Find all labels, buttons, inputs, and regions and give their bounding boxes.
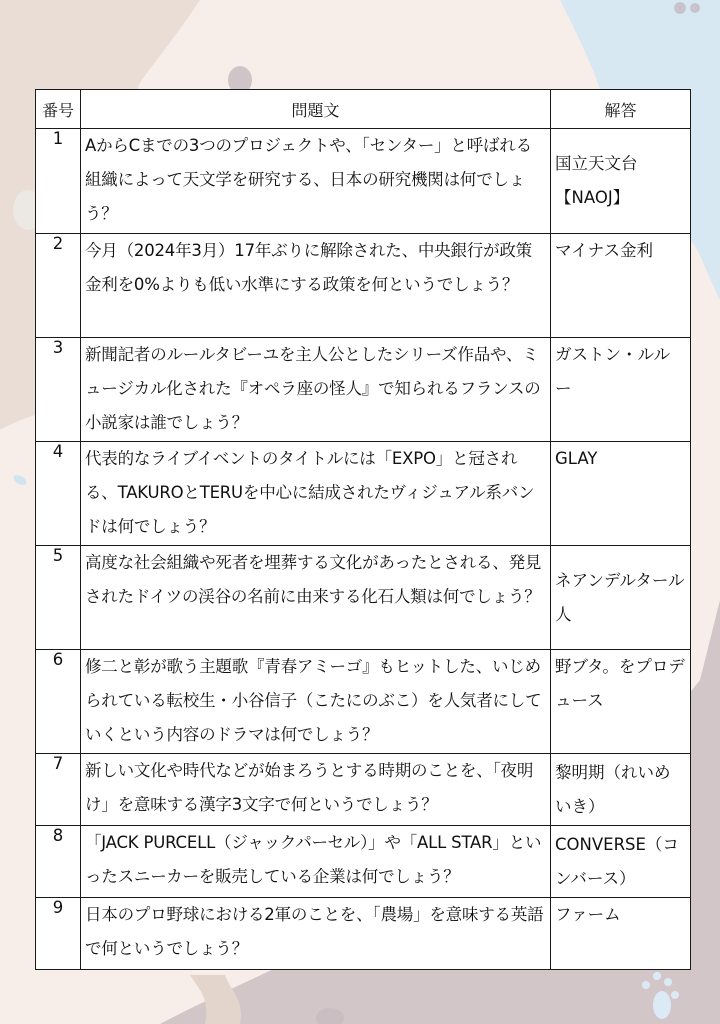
table-row [36, 338, 691, 442]
table-row [36, 546, 691, 650]
header-row [36, 90, 691, 129]
row-number: 9 [36, 898, 81, 970]
row-answer: マイナス金利 [551, 234, 691, 338]
row-number: 3 [36, 338, 81, 442]
row-answer: ファーム [551, 898, 691, 970]
row-question: 代表的なライブイベントのタイトルには「EXPO」と冠される、TAKUROとTERUを中心に結成されたヴィジュアル系バンドは何でしょう？ [81, 442, 551, 546]
table-row [36, 442, 691, 546]
table-row [36, 129, 691, 234]
table-row [36, 650, 691, 754]
row-number: 6 [36, 650, 81, 754]
header-number: 番号 [36, 90, 81, 129]
row-answer: GLAY [551, 442, 691, 546]
table-row [36, 754, 691, 826]
row-number: 5 [36, 546, 81, 650]
row-question: AからCまでの3つのプロジェクトや、「センター」と呼ばれる組織によって天文学を研究する、日本の研究機関は何でしょう？ [81, 129, 551, 234]
row-answer: 黎明期（れいめいき） [551, 754, 691, 826]
row-number: 4 [36, 442, 81, 546]
row-question: 修二と彰が歌う主題歌『青春アミーゴ』もヒットした、いじめられている転校生・小谷信子（こたにのぶこ）を人気者にしていくという内容のドラマは何でしょう？ [81, 650, 551, 754]
table-row [36, 826, 691, 898]
row-question: 高度な社会組織や死者を埋葬する文化があったとされる、発見されたドイツの渓谷の名前に由来する化石人類は何でしょう？ [81, 546, 551, 650]
row-question: 新聞記者のルールタビーユを主人公としたシリーズ作品や、ミュージカル化された『オペラ座の怪人』で知られるフランスの小説家は誰でしょう？ [81, 338, 551, 442]
row-answer: 国立天文台【NAOJ】 [551, 129, 691, 234]
row-question: 新しい文化や時代などが始まろうとする時期のことを、「夜明け」を意味する漢字3文字で何というでしょう？ [81, 754, 551, 826]
table-row [36, 234, 691, 338]
header-answer: 解答 [551, 90, 691, 129]
row-number: 8 [36, 826, 81, 898]
quiz-table [35, 89, 691, 970]
header-question: 問題文 [81, 90, 551, 129]
row-answer: 野ブタ。をプロデュース [551, 650, 691, 754]
row-question: 「JACK PURCELL（ジャックパーセル）」や「ALL STAR」といったスニーカーを販売している企業は何でしょう？ [81, 826, 551, 898]
row-question: 今月（2024年3月）17年ぶりに解除された、中央銀行が政策金利を0%よりも低い水準にする政策を何というでしょう？ [81, 234, 551, 338]
row-question: 日本のプロ野球における2軍のことを、「農場」を意味する英語で何というでしょう？ [81, 898, 551, 970]
table-row [36, 898, 691, 970]
row-number: 1 [36, 129, 81, 234]
row-number: 2 [36, 234, 81, 338]
row-answer: ネアンデルタール人 [551, 546, 691, 650]
row-number: 7 [36, 754, 81, 826]
row-answer: ガストン・ルルー [551, 338, 691, 442]
row-answer: CONVERSE（コンバース） [551, 826, 691, 898]
